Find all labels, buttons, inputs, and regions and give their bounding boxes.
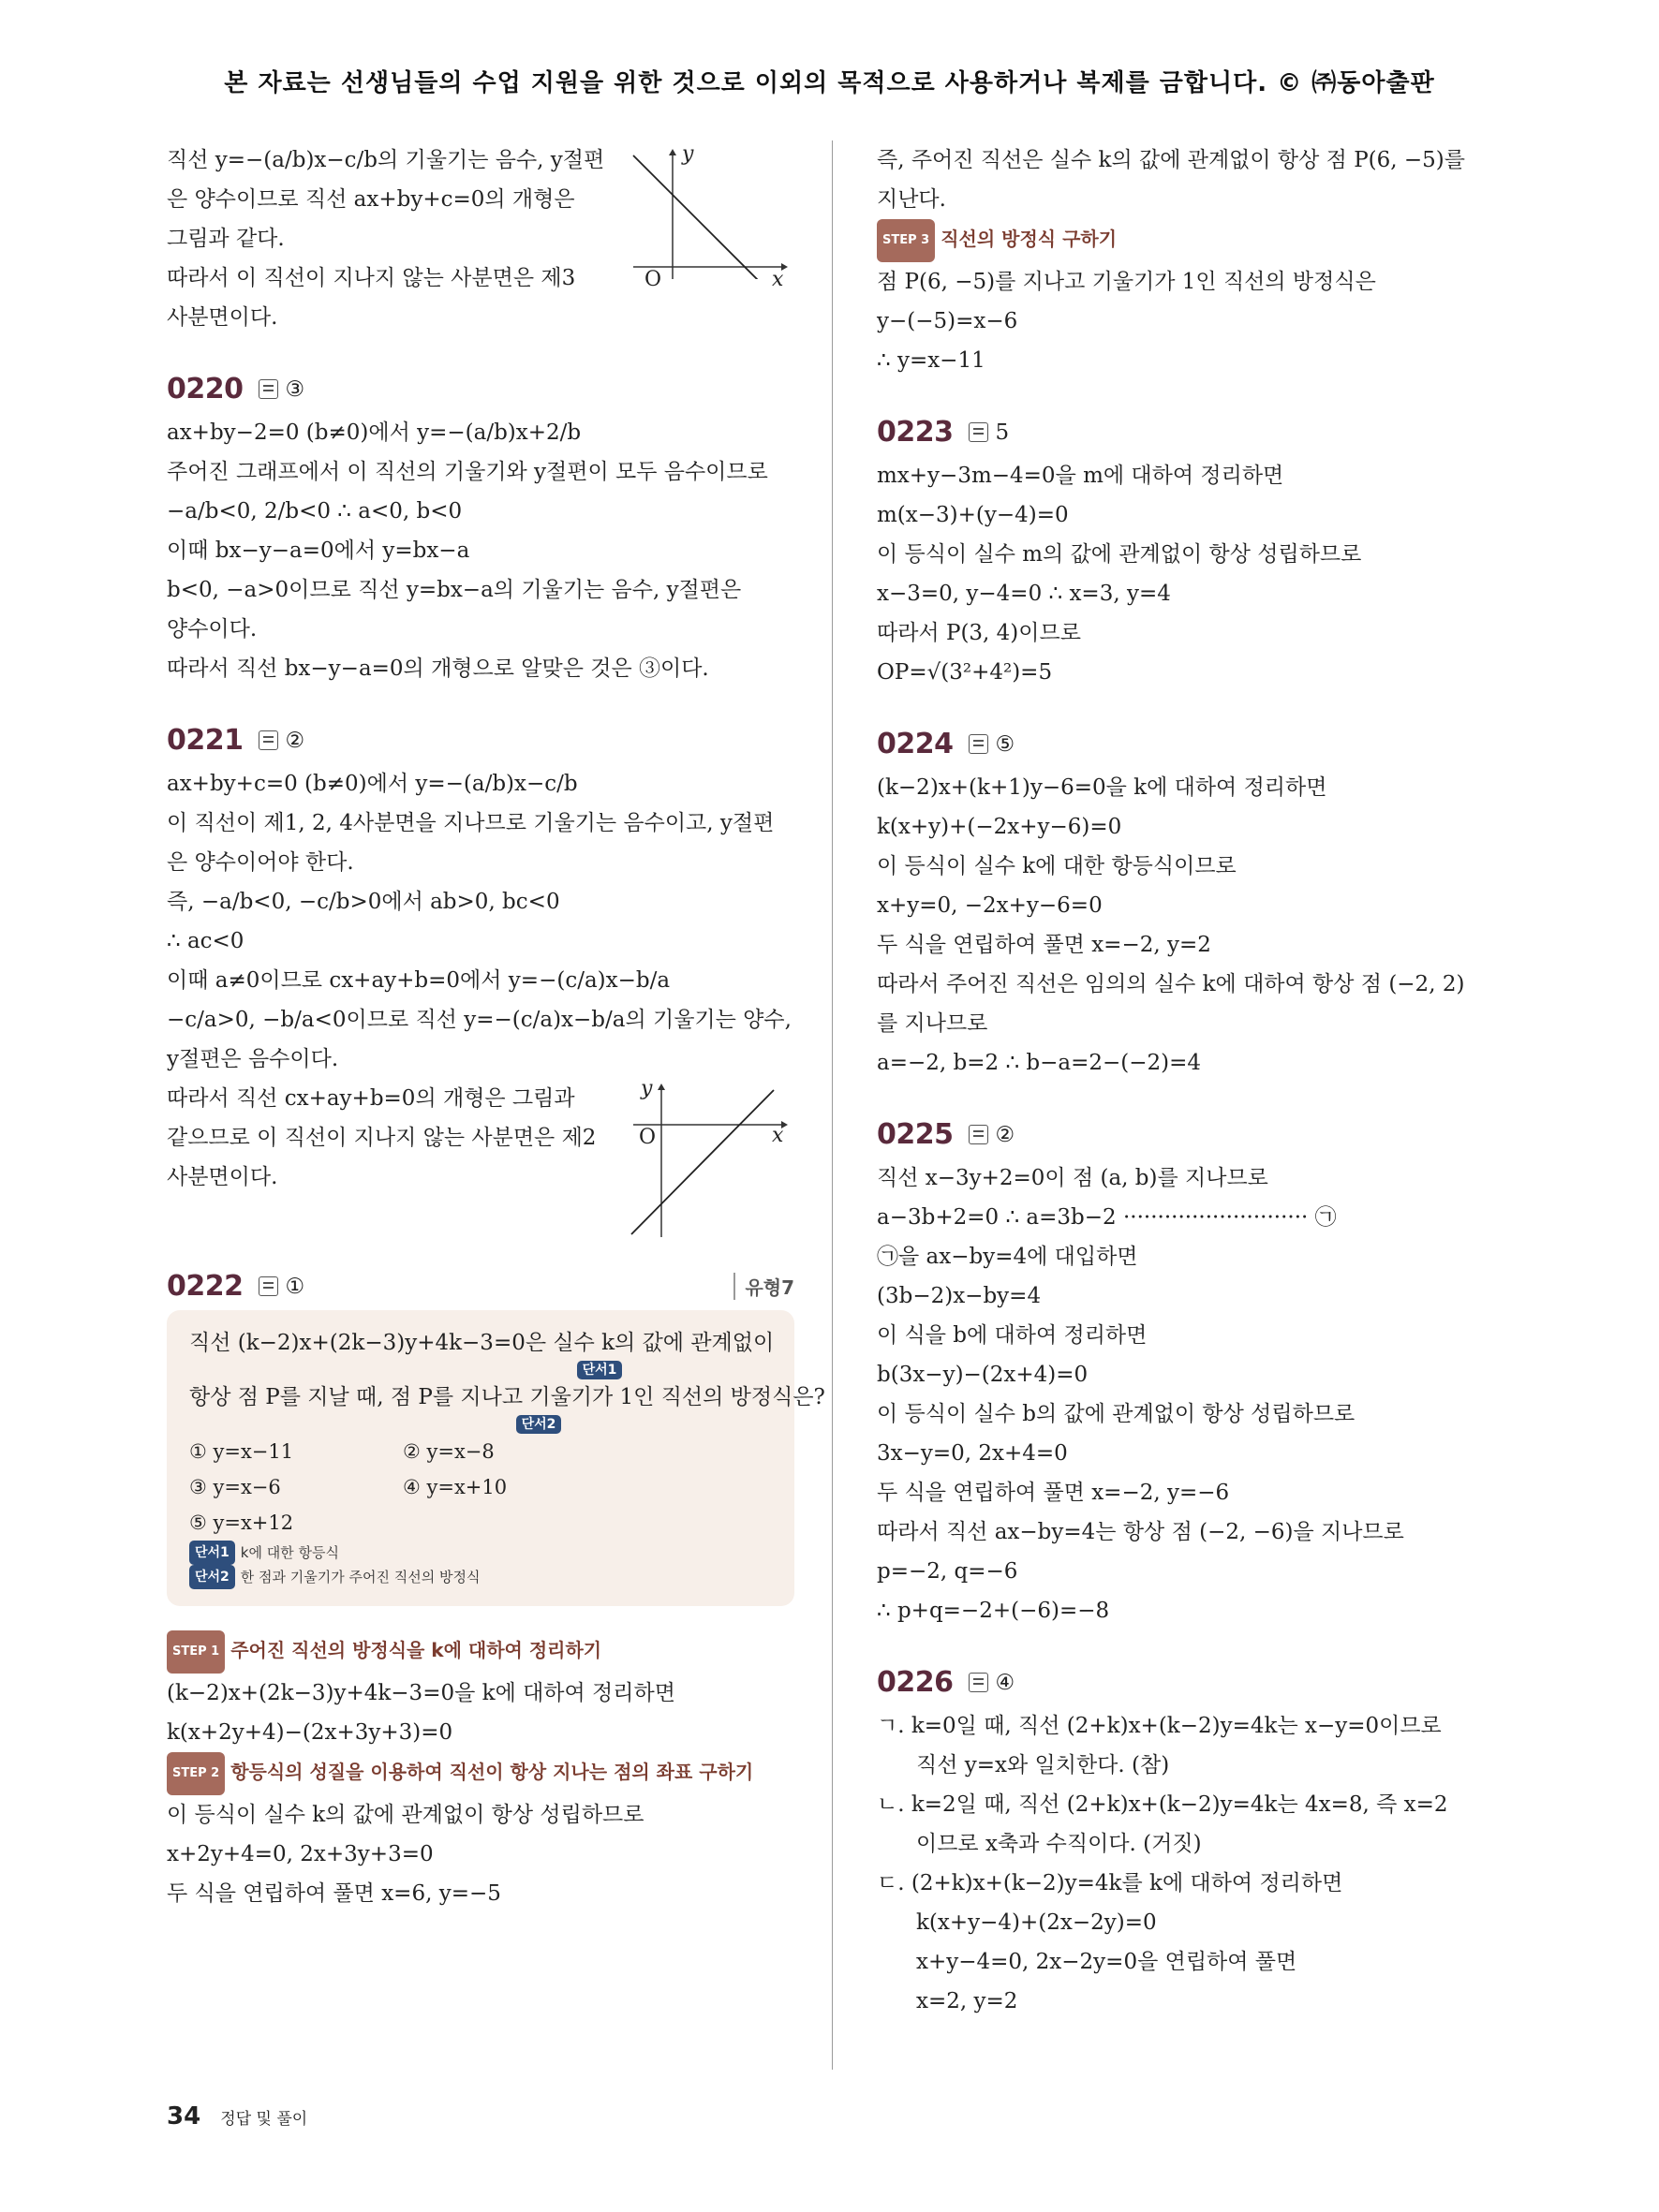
text-line: 즉, −a/b<0, −c/b>0에서 ab>0, bc<0 — [167, 890, 560, 914]
solution-0220 — [167, 413, 794, 688]
text-line: 이 등식이 실수 b의 값에 관계없이 항상 성립하므로 — [877, 1402, 1355, 1426]
text-line: x−3=0, y−4=0 ∴ x=3, y=4 — [877, 582, 1171, 606]
text-line: 즉, 주어진 직선은 실수 k의 값에 관계없이 항상 점 P(6, −5)를 — [877, 148, 1465, 172]
text-line: 따라서 직선 cx+ay+b=0의 개형은 그림과 — [167, 1086, 575, 1111]
text-line: 이 식을 b에 대하여 정리하면 — [877, 1323, 1148, 1348]
question-number: 0221 — [167, 724, 244, 757]
text-line: 양수이다. — [167, 617, 258, 641]
text-line: 은 양수이므로 직선 ax+by+c=0의 개형은 — [167, 187, 575, 212]
step-badge: STEP 2 — [167, 1752, 225, 1795]
text-line: 이 등식이 실수 m의 값에 관계없이 항상 성립하므로 — [877, 542, 1362, 567]
text-line: 지난다. — [877, 187, 946, 212]
text-line: (3b−2)x−by=4 — [877, 1284, 1042, 1308]
answer-value: 5 — [995, 420, 1010, 445]
hint-text: 한 점과 기울기가 주어진 직선의 방정식 — [240, 1569, 481, 1585]
text-line: k(x+y)+(−2x+y−6)=0 — [877, 815, 1122, 839]
text-line: 두 식을 연립하여 풀면 x=6, y=−5 — [167, 1881, 501, 1906]
text-line: ∴ ac<0 — [167, 929, 244, 953]
text-line: x=2, y=2 — [916, 1989, 1018, 2013]
step-badge: STEP 1 — [167, 1630, 225, 1674]
question-number: 0225 — [877, 1118, 954, 1151]
copyright-notice: 본 자료는 선생님들의 수업 지원을 위한 것으로 이외의 목적으로 사용하거나 복제를 금합니다. © ㈜동아출판 — [224, 69, 1435, 97]
text-line: 점 P(6, −5)를 지나고 기울기가 1인 직선의 방정식은 — [877, 270, 1376, 294]
text-line: 두 식을 연립하여 풀면 x=−2, y=−6 — [877, 1481, 1230, 1505]
text-line: 주어진 그래프에서 이 직선의 기울기와 y절편이 모두 음수이므로 — [167, 460, 768, 484]
text-line: y절편은 음수이다. — [167, 1047, 339, 1071]
text-line: x+y−4=0, 2x−2y=0을 연립하여 풀면 — [916, 1950, 1297, 1974]
text-line: 이 등식이 실수 k의 값에 관계없이 항상 성립하므로 — [167, 1803, 644, 1827]
graph-y-label: y — [641, 1077, 653, 1100]
answer-icon — [259, 1276, 278, 1296]
question-header-0226 — [877, 1666, 1503, 1699]
choice-2: ② y=x−8 — [403, 1440, 495, 1463]
text-line: 따라서 주어진 직선은 임의의 실수 k에 대하여 항상 점 (−2, 2) — [877, 972, 1465, 996]
text-line: ㉠을 ax−by=4에 대입하면 — [877, 1245, 1138, 1269]
line-graph-increasing — [624, 1077, 788, 1237]
text-line: 따라서 이 직선이 지나지 않는 사분면은 제3 — [167, 266, 576, 290]
text-line: ∴ p+q=−2+(−6)=−8 — [877, 1599, 1110, 1623]
answer-value: ② — [995, 1122, 1015, 1147]
question-number: 0223 — [877, 416, 954, 449]
question-number: 0220 — [167, 373, 244, 406]
text-line: b(3x−y)−(2x+4)=0 — [877, 1363, 1089, 1387]
page-footer — [167, 2102, 307, 2131]
graph-y-label: y — [682, 142, 694, 166]
step-badge: STEP 3 — [877, 219, 935, 262]
solution-0224 — [877, 768, 1503, 1083]
solution-0225 — [877, 1158, 1503, 1630]
problem-line: 항상 점 P를 지날 때, 점 P를 지나고 기울기가 1인 직선의 방정식은? — [189, 1385, 825, 1409]
solution-0221 — [167, 764, 794, 1234]
question-number: 0224 — [877, 728, 954, 760]
hint-note — [189, 1541, 772, 1565]
text-line: 직선 y=x와 일치한다. (참) — [916, 1753, 1170, 1777]
text-line: m(x−3)+(y−4)=0 — [877, 503, 1069, 527]
step-title: 직선의 방정식 구하기 — [941, 228, 1118, 250]
answer-icon — [969, 1125, 988, 1144]
text-line: ㄴ. k=2일 때, 직선 (2+k)x+(k−2)y=4k는 4x=8, 즉 x=2 — [877, 1792, 1448, 1817]
text-line: 직선 y=−(a/b)x−c/b의 기울기는 음수, y절편 — [167, 148, 605, 172]
right-column — [877, 140, 1503, 2021]
step-heading — [167, 1752, 794, 1795]
graph-svg — [624, 1083, 788, 1237]
text-line: OP=√(3²+4²)=5 — [877, 660, 1053, 685]
text-line: ax+by−2=0 (b≠0)에서 y=−(a/b)x+2/b — [167, 420, 582, 445]
question-header-0224 — [877, 728, 1503, 760]
problem-line: 직선 (k−2)x+(2k−3)y+4k−3=0은 실수 k의 값에 관계없이 — [189, 1331, 775, 1355]
graph-svg — [624, 148, 788, 279]
intro-solution — [167, 140, 794, 337]
answer-icon — [969, 422, 988, 442]
answer-value: ④ — [995, 1670, 1015, 1695]
text-line: 이므로 x축과 수직이다. (거짓) — [916, 1832, 1202, 1856]
answer-icon — [259, 379, 278, 399]
question-header-0223 — [877, 416, 1503, 449]
text-line: 3x−y=0, 2x+4=0 — [877, 1441, 1068, 1466]
text-line: 따라서 P(3, 4)이므로 — [877, 621, 1081, 645]
text-line: (k−2)x+(k+1)y−6=0을 k에 대하여 정리하면 — [877, 775, 1327, 800]
left-column — [167, 140, 825, 1913]
step-title: 항등식의 성질을 이용하여 직선이 항상 지나는 점의 좌표 구하기 — [230, 1761, 754, 1783]
text-line: 직선 x−3y+2=0이 점 (a, b)를 지나므로 — [877, 1166, 1268, 1190]
text-line: 이 직선이 제1, 2, 4사분면을 지나므로 기울기는 음수이고, y절편 — [167, 811, 775, 835]
text-line: 따라서 직선 bx−y−a=0의 개형으로 알맞은 것은 ③이다. — [167, 656, 709, 681]
text-line: k(x+y−4)+(2x−2y)=0 — [916, 1910, 1157, 1935]
text-line: ∴ y=x−11 — [877, 348, 985, 373]
column-divider — [832, 140, 833, 2070]
answer-choices — [189, 1434, 772, 1541]
answer-value: ② — [285, 728, 305, 753]
choice-4: ④ y=x+10 — [403, 1476, 508, 1498]
step-title: 주어진 직선의 방정식을 k에 대하여 정리하기 — [230, 1639, 602, 1661]
answer-icon — [969, 1673, 988, 1692]
step-heading — [877, 219, 1503, 262]
text-line: 이때 a≠0이므로 cx+ay+b=0에서 y=−(c/a)x−b/a — [167, 968, 671, 993]
text-line: 이때 bx−y−a=0에서 y=bx−a — [167, 538, 470, 563]
question-header-0221 — [167, 724, 794, 757]
text-line: ㄱ. k=0일 때, 직선 (2+k)x+(k−2)y=4k는 x−y=0이므로 — [877, 1714, 1442, 1738]
hint-badge: 단서2 — [189, 1565, 235, 1589]
graph-origin-label: O — [644, 268, 662, 291]
text-line: 은 양수이어야 한다. — [167, 850, 354, 875]
problem-box — [167, 1310, 825, 1606]
text-line: ㄷ. (2+k)x+(k−2)y=4k를 k에 대하여 정리하면 — [877, 1871, 1343, 1895]
answer-value: ③ — [285, 376, 305, 402]
type-tag: 유형7 — [733, 1273, 794, 1300]
text-line: x+2y+4=0, 2x+3y+3=0 — [167, 1842, 434, 1866]
answer-value: ① — [285, 1274, 305, 1299]
text-line: −c/a>0, −b/a<0이므로 직선 y=−(c/a)x−b/a의 기울기는 양수, — [167, 1008, 792, 1032]
graph-x-label: x — [772, 268, 784, 291]
step-heading — [167, 1630, 794, 1674]
text-line: 사분면이다. — [167, 305, 278, 330]
choice-5: ⑤ y=x+12 — [189, 1512, 294, 1534]
question-number: 0226 — [877, 1666, 954, 1699]
text-line: x+y=0, −2x+y−6=0 — [877, 893, 1103, 918]
answer-icon — [259, 730, 278, 750]
choice-1: ① y=x−11 — [189, 1440, 294, 1463]
hint-badge: 단서2 — [516, 1415, 562, 1434]
text-line: −a/b<0, 2/b<0 ∴ a<0, b<0 — [167, 499, 463, 524]
line-graph-decreasing — [624, 142, 788, 291]
text-line: mx+y−3m−4=0을 m에 대하여 정리하면 — [877, 464, 1284, 488]
choice-3: ③ y=x−6 — [189, 1476, 281, 1498]
text-line: 사분면이다. — [167, 1165, 278, 1189]
footer-label: 정답 및 풀이 — [220, 2110, 308, 2129]
text-line: 이 등식이 실수 k에 대한 항등식이므로 — [877, 854, 1237, 878]
graph-x-label: x — [772, 1124, 784, 1147]
hint-badge: 단서1 — [189, 1541, 235, 1565]
answer-value: ⑤ — [995, 731, 1015, 757]
solution-0226 — [877, 1706, 1503, 2021]
text-line: b<0, −a>0이므로 직선 y=bx−a의 기울기는 음수, y절편은 — [167, 578, 742, 602]
graph-origin-label: O — [639, 1126, 657, 1149]
text-line: a−3b+2=0 ∴ a=3b−2 ··························· ㉠ — [877, 1205, 1337, 1230]
text-line: y−(−5)=x−6 — [877, 309, 1018, 333]
question-header-0220 — [167, 373, 794, 406]
text-line: 그림과 같다. — [167, 227, 285, 251]
text-line: ax+by+c=0 (b≠0)에서 y=−(a/b)x−c/b — [167, 772, 578, 796]
question-header-0225 — [877, 1118, 1503, 1151]
text-line: k(x+2y+4)−(2x+3y+3)=0 — [167, 1720, 453, 1745]
text-line: a=−2, b=2 ∴ b−a=2−(−2)=4 — [877, 1051, 1202, 1075]
question-header-0222 — [167, 1270, 794, 1303]
solution-0223 — [877, 456, 1503, 692]
answer-icon — [969, 734, 988, 754]
hint-note — [189, 1565, 772, 1589]
hint-text: k에 대한 항등식 — [240, 1544, 339, 1561]
hint-badge: 단서1 — [577, 1361, 623, 1379]
question-number: 0222 — [167, 1270, 244, 1303]
text-line: 두 식을 연립하여 풀면 x=−2, y=2 — [877, 933, 1211, 957]
text-line: 같으므로 이 직선이 지나지 않는 사분면은 제2 — [167, 1126, 597, 1150]
page-number: 34 — [167, 2102, 201, 2131]
text-line: 따라서 직선 ax−by=4는 항상 점 (−2, −6)을 지나므로 — [877, 1520, 1404, 1544]
text-line: 를 지나므로 — [877, 1011, 988, 1036]
text-line: (k−2)x+(2k−3)y+4k−3=0을 k에 대하여 정리하면 — [167, 1681, 675, 1705]
text-line: p=−2, q=−6 — [877, 1559, 1018, 1584]
